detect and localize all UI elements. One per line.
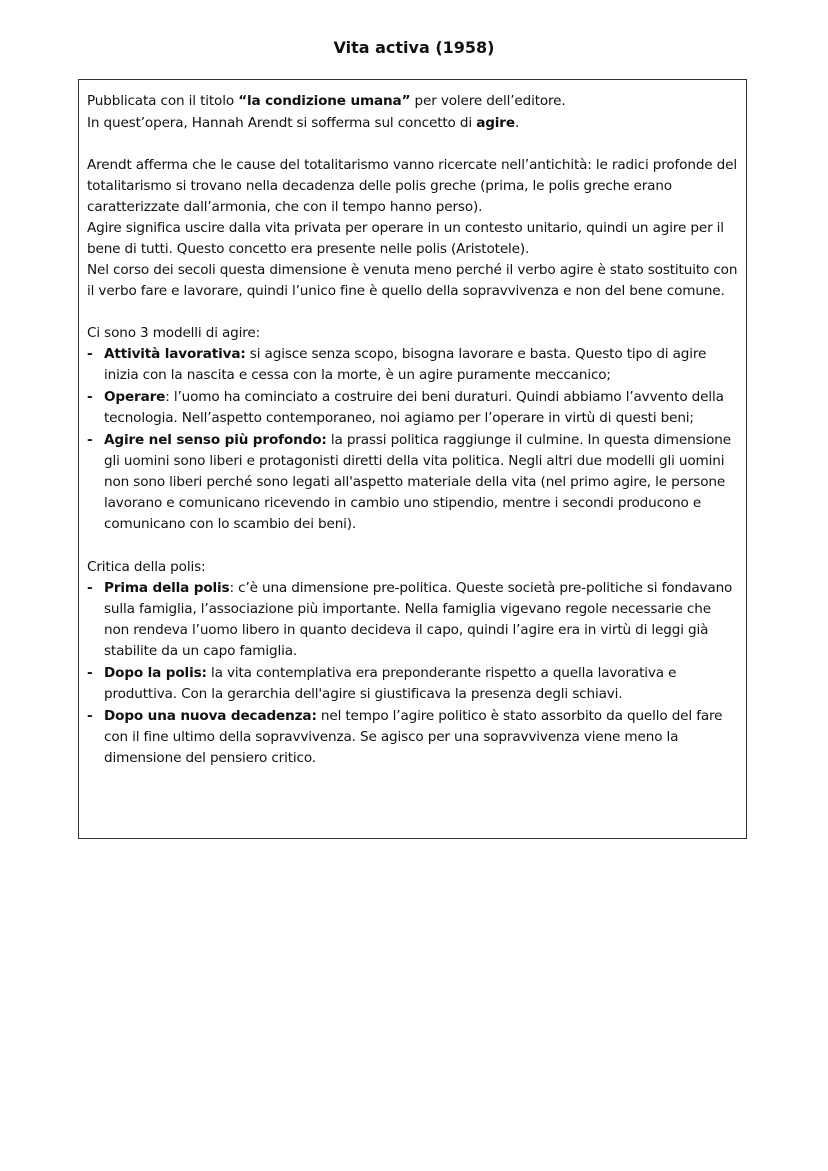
item-text: nel tempo l’agire politico è stato assorbito da quello del fare con il fine ultimo della sopravvivenza. Se agisco per una sopravvivenza viene meno la dimensione del pensiero critico. — [104, 708, 723, 766]
page-title: Vita activa (1958) — [333, 38, 495, 57]
item-title: Dopo la polis: — [104, 665, 207, 681]
text: . — [514, 115, 520, 131]
critica-heading: Critica della polis: — [87, 559, 206, 575]
bold-text: “la condizione umana” — [238, 93, 411, 109]
models-heading: Ci sono 3 modelli di agire: — [87, 325, 261, 341]
item-title: Agire nel senso più profondo: — [104, 432, 327, 448]
text: Pubblicata con il titolo — [87, 93, 239, 109]
paragraph: Arendt afferma che le cause del totalitarismo vanno ricercate nell’antichità: le radici profonde del totalitarismo si trovano nella decadenza delle polis greche (prima, le polis greche erano caratterizzate dall’armonia, che con il tempo hanno perso). — [87, 157, 737, 215]
item-text: la prassi politica raggiunge il culmine. In questa dimensione gli uomini sono liberi e protagonisti diretti della vita politica. Negli altri due modelli gli uomini non sono liberi perché sono legati all'aspetto materiale della vita (nel primo agire, le persone lavorano e comunicano ricevendo in cambio uno stipendio, mentre i secondi producono e comunicano con lo scambio dei beni). — [104, 432, 731, 532]
list-item — [87, 578, 738, 662]
critica-list — [87, 578, 738, 769]
bullet: - — [87, 346, 93, 362]
list-item — [87, 706, 738, 769]
models-list — [87, 344, 738, 535]
list-item — [87, 344, 738, 386]
list-item — [87, 430, 738, 535]
text: In quest’opera, Hannah Arendt si sofferma sul concetto di — [87, 115, 477, 131]
paragraph: Agire significa uscire dalla vita privata per operare in un contesto unitario, quindi un agire per il bene di tutti. Questo concetto era presente nelle polis (Aristotele). — [87, 220, 724, 257]
item-title: Operare — [104, 389, 166, 405]
notes-box — [78, 79, 747, 839]
bold-text: agire — [476, 115, 515, 131]
bullet: - — [87, 432, 93, 448]
text: per volere dell’editore. — [410, 93, 566, 109]
bullet: - — [87, 665, 93, 681]
paragraph: Nel corso dei secoli questa dimensione è venuta meno perché il verbo agire è stato sostituito con il verbo fare e lavorare, quindi l’unico fine è quello della sopravvivenza e non del bene comune. — [87, 262, 738, 299]
item-text: : l’uomo ha cominciato a costruire dei beni duraturi. Quindi abbiamo l’avvento della tecnologia. Nell’aspetto contemporaneo, noi agiamo per l’operare in virtù di questi beni; — [104, 389, 724, 426]
item-text: si agisce senza scopo, bisogna lavorare e basta. Questo tipo di agire inizia con la nascita e cessa con la morte, è un agire puramente meccanico; — [104, 346, 707, 383]
item-text: la vita contemplativa era preponderante rispetto a quella lavorativa e produttiva. Con la gerarchia dell'agire si giustificava la presenza degli schiavi. — [104, 665, 677, 702]
bullet: - — [87, 389, 93, 405]
bullet: - — [87, 708, 93, 724]
item-title: Attività lavorativa: — [104, 346, 246, 362]
list-item — [87, 663, 738, 705]
intro-line-2 — [87, 113, 738, 134]
bullet: - — [87, 580, 93, 596]
list-item — [87, 387, 738, 429]
intro-line-1 — [87, 91, 738, 112]
item-title: Prima della polis — [104, 580, 230, 596]
item-text: : c’è una dimensione pre-politica. Queste società pre-politiche si fondavano sulla famiglia, l’associazione più importante. Nella famiglia vigevano regole necessarie che non rendeva l’uomo libero in quanto decideva il capo, quindi l’agire era in virtù di leggi già stabilite da un capo famiglia. — [104, 580, 733, 659]
item-title: Dopo una nuova decadenza: — [104, 708, 317, 724]
